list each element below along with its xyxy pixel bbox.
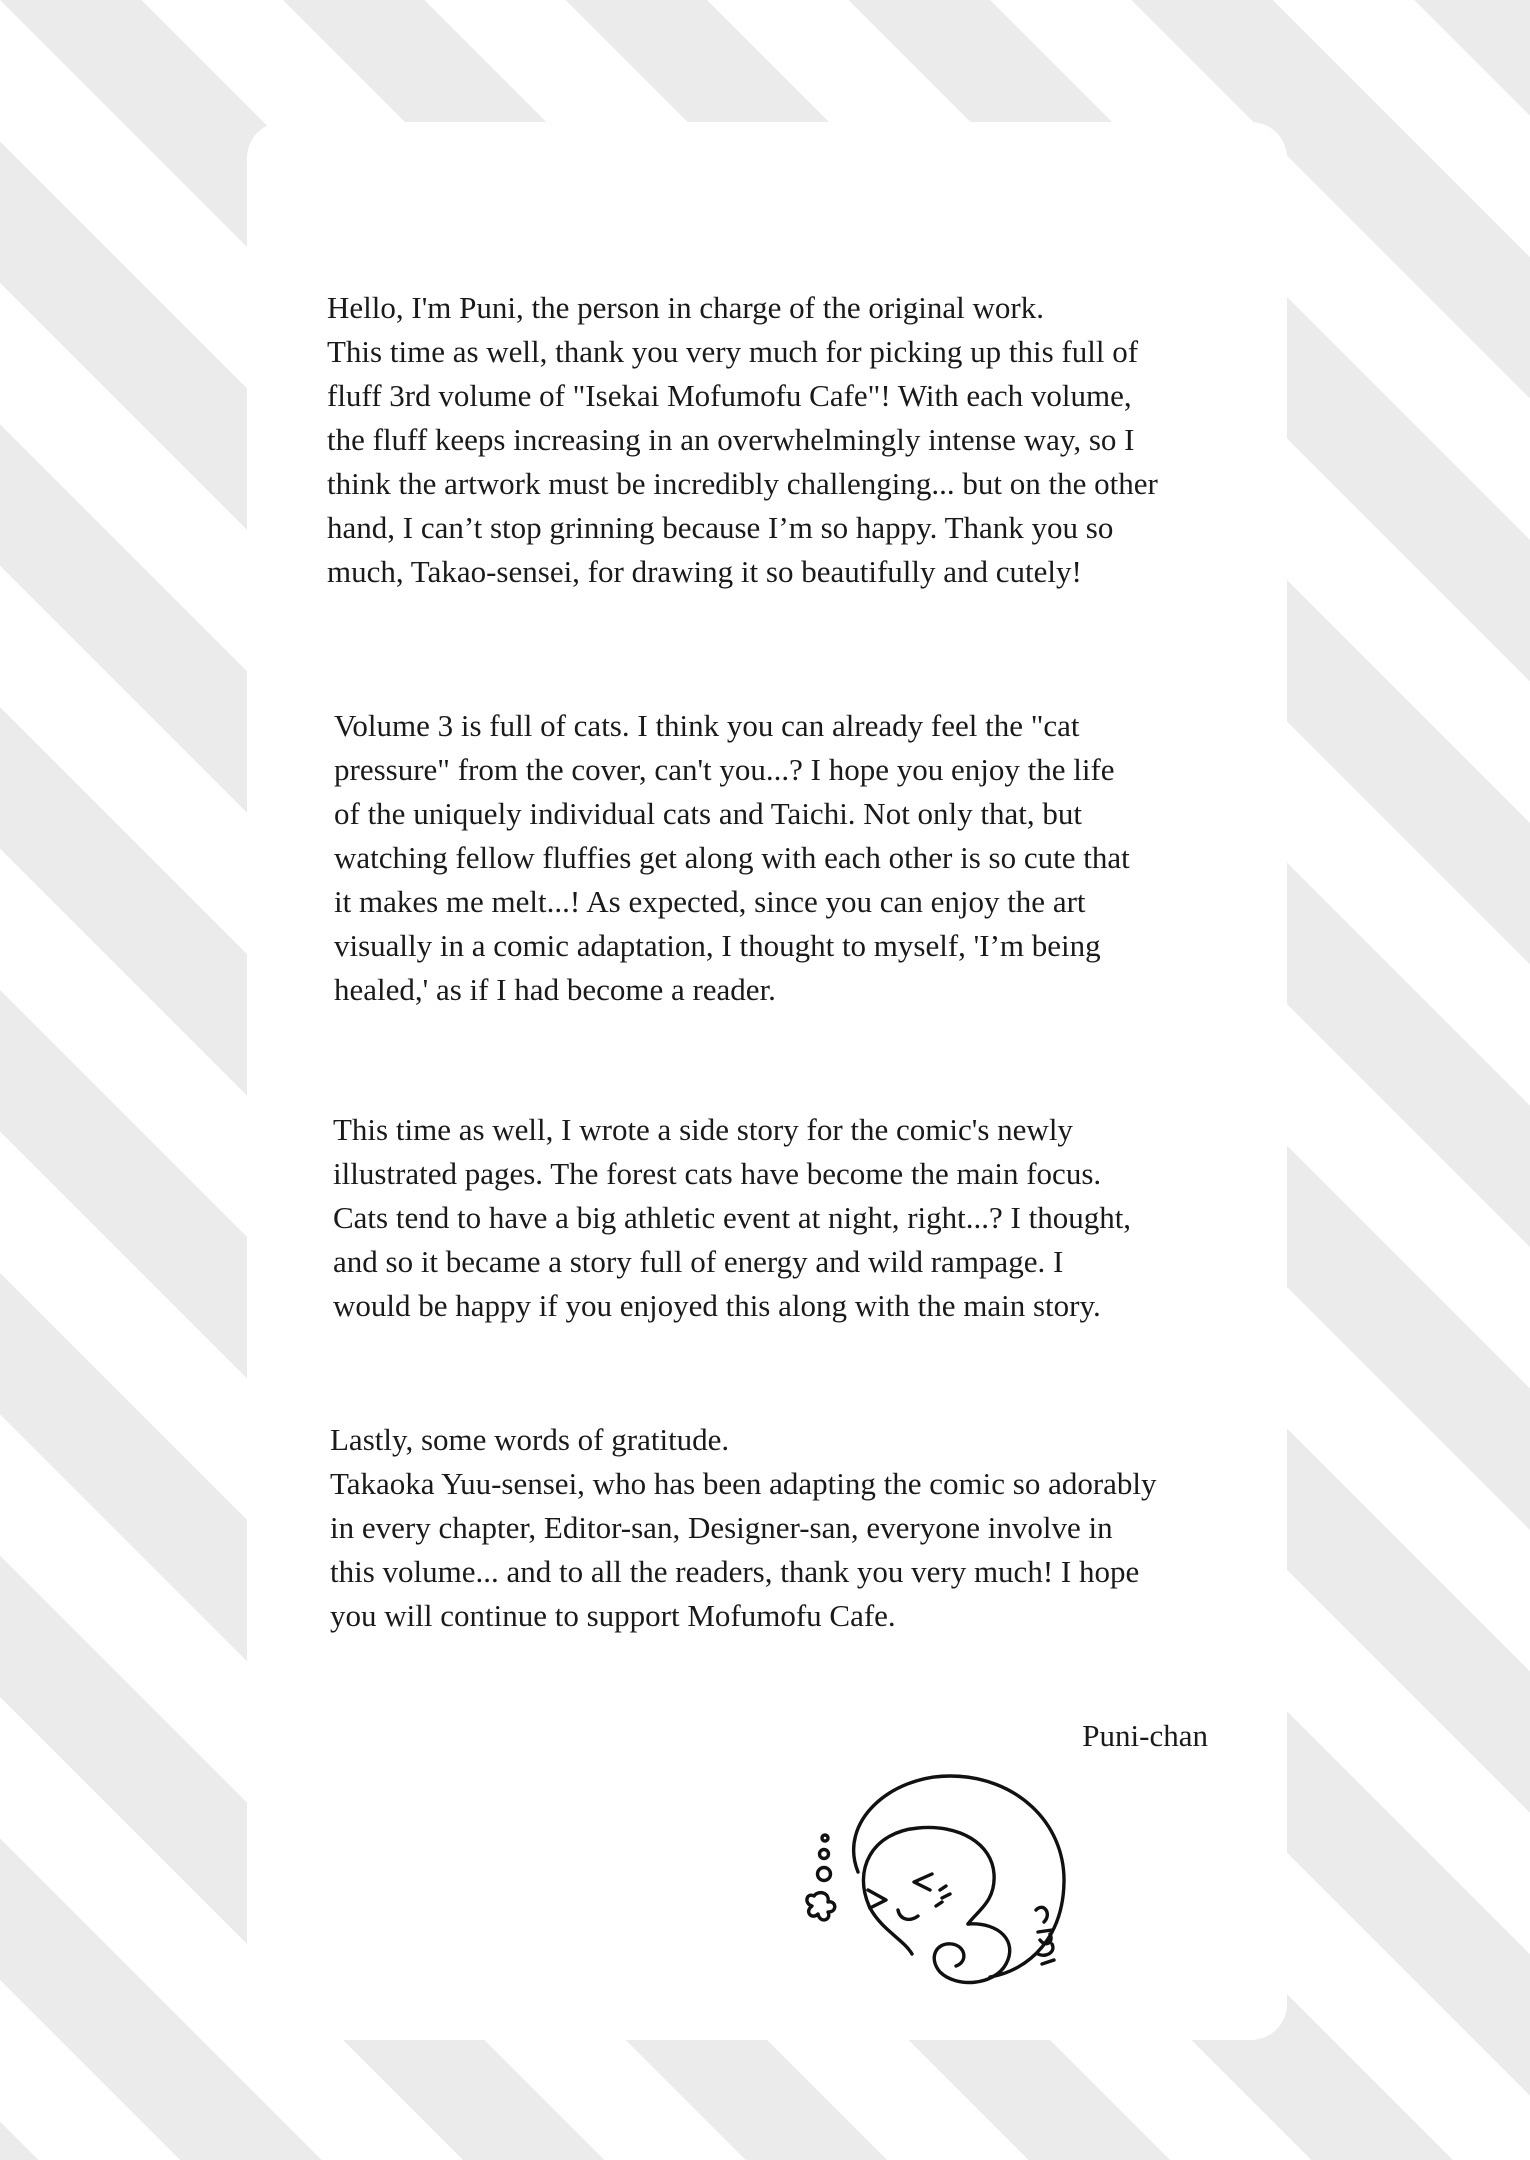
text-line: would be happy if you enjoyed this along with the main story. — [333, 1288, 1101, 1323]
text-line: illustrated pages. The forest cats have become the main focus. — [333, 1156, 1102, 1191]
text-line: healed,' as if I had become a reader. — [334, 972, 776, 1007]
text-line: fluff 3rd volume of "Isekai Mofumofu Cafe"! With each volume, — [327, 378, 1132, 413]
text-line: Lastly, some words of gratitude. — [330, 1422, 730, 1457]
text-line: you will continue to support Mofumofu Cafe. — [330, 1598, 896, 1633]
text-line: Hello, I'm Puni, the person in charge of the original work. — [327, 290, 1044, 325]
text-line: think the artwork must be incredibly challenging... but on the other — [327, 466, 1158, 501]
author-signature: Puni-chan — [1082, 1718, 1208, 1753]
paragraph-gratitude — [330, 1418, 1157, 1638]
text-line: this volume... and to all the readers, thank you very much! I hope — [330, 1554, 1140, 1589]
text-line: Cats tend to have a big athletic event at night, right...? I thought, — [333, 1200, 1132, 1235]
text-line: watching fellow fluffies get along with each other is so cute that — [334, 840, 1130, 875]
text-line: the fluff keeps increasing in an overwhelmingly intense way, so I — [327, 422, 1135, 457]
text-line: Volume 3 is full of cats. I think you can already feel the "cat — [334, 708, 1080, 743]
text-line: This time as well, thank you very much for picking up this full of — [327, 334, 1139, 369]
paragraph-greeting — [327, 286, 1158, 594]
text-line: and so it became a story full of energy and wild rampage. I — [333, 1244, 1064, 1279]
paragraph-side-story — [333, 1108, 1131, 1328]
text-line: Takaoka Yuu-sensei, who has been adapting the comic so adorably — [330, 1466, 1157, 1501]
text-line: in every chapter, Editor-san, Designer-san, everyone involve in — [330, 1510, 1113, 1545]
paragraph-volume-three — [334, 704, 1130, 1012]
text-line: of the uniquely individual cats and Taichi. Not only that, but — [334, 796, 1083, 831]
text-line: it makes me melt...! As expected, since you can enjoy the art — [334, 884, 1086, 919]
text-line: pressure" from the cover, can't you...? I hope you enjoy the life — [334, 752, 1115, 787]
text-line: hand, I can’t stop grinning because I’m so happy. Thank you so — [327, 510, 1114, 545]
text-line: visually in a comic adaptation, I thought to myself, 'I’m being — [334, 928, 1101, 963]
text-line: much, Takao-sensei, for drawing it so beautifully and cutely! — [327, 554, 1082, 589]
text-line: This time as well, I wrote a side story for the comic's newly — [333, 1112, 1073, 1147]
spiral-mascot-icon — [800, 1762, 1090, 2002]
